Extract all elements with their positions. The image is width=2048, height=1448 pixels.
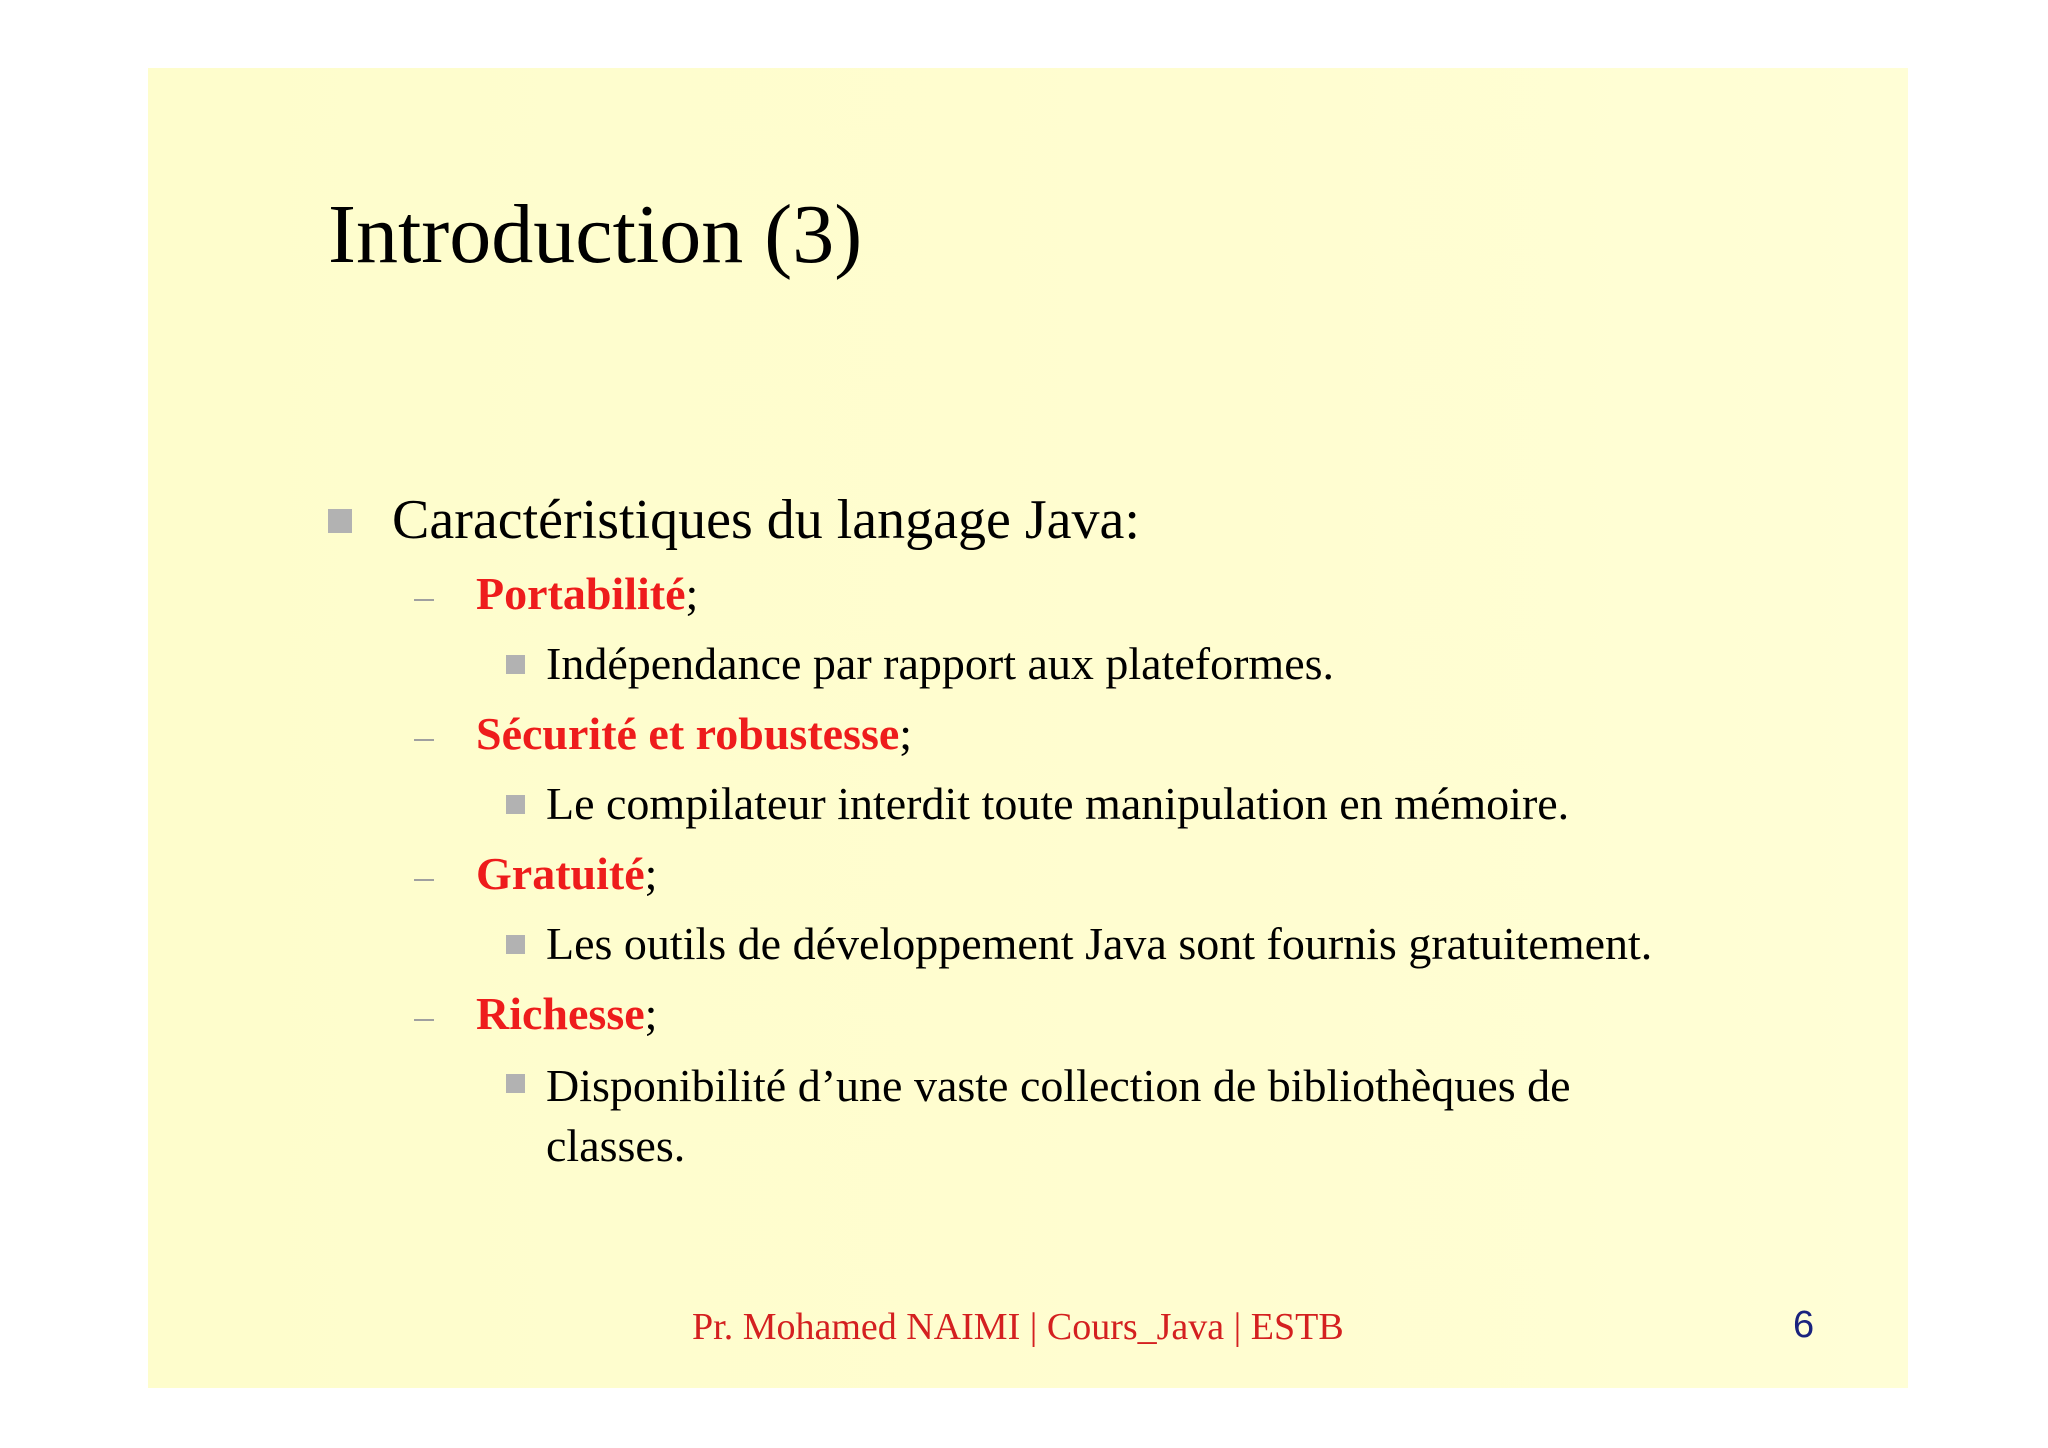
slide-title: Introduction (3): [328, 188, 863, 281]
item-heading: Richesse: [476, 988, 645, 1039]
item-heading: Portabilité: [476, 568, 686, 619]
item-detail: [506, 917, 1652, 970]
item-detail-text: Disponibilité d’une vaste collection de bibliothèques de classes.: [546, 1060, 1571, 1171]
square-bullet-icon: [506, 935, 525, 954]
item-separator: ;: [685, 568, 699, 619]
item-detail: [506, 637, 1334, 690]
item-gratuite: [414, 847, 657, 900]
slide: [148, 68, 1908, 1388]
square-bullet-icon: [506, 655, 525, 674]
bullet-intro: [328, 488, 1140, 552]
square-bullet-icon: [328, 509, 352, 533]
item-heading: Sécurité et robustesse: [476, 708, 900, 759]
dash-bullet-icon: [414, 739, 434, 741]
item-separator: ;: [644, 848, 658, 899]
item-separator: ;: [644, 988, 658, 1039]
item-separator: ;: [899, 708, 913, 759]
dash-bullet-icon: [414, 599, 434, 601]
dash-bullet-icon: [414, 1019, 434, 1021]
slide-footer: Pr. Mohamed NAIMI | Cours_Java | ESTB: [692, 1306, 1344, 1348]
item-heading: Gratuité: [476, 848, 645, 899]
item-portabilite: [414, 567, 698, 620]
item-detail: [506, 1056, 1716, 1176]
intro-text: Caractéristiques du langage Java:: [392, 489, 1140, 551]
page-number: 6: [1793, 1304, 1815, 1346]
item-securite: [414, 707, 912, 760]
item-detail-text: Indépendance par rapport aux plateformes.: [546, 638, 1335, 689]
square-bullet-icon: [506, 1074, 525, 1093]
dash-bullet-icon: [414, 879, 434, 881]
item-detail-text: Le compilateur interdit toute manipulation en mémoire.: [546, 778, 1570, 829]
square-bullet-icon: [506, 795, 525, 814]
item-detail: [506, 777, 1569, 830]
item-detail-text: Les outils de développement Java sont fournis gratuitement.: [546, 918, 1653, 969]
item-richesse: [414, 987, 657, 1040]
